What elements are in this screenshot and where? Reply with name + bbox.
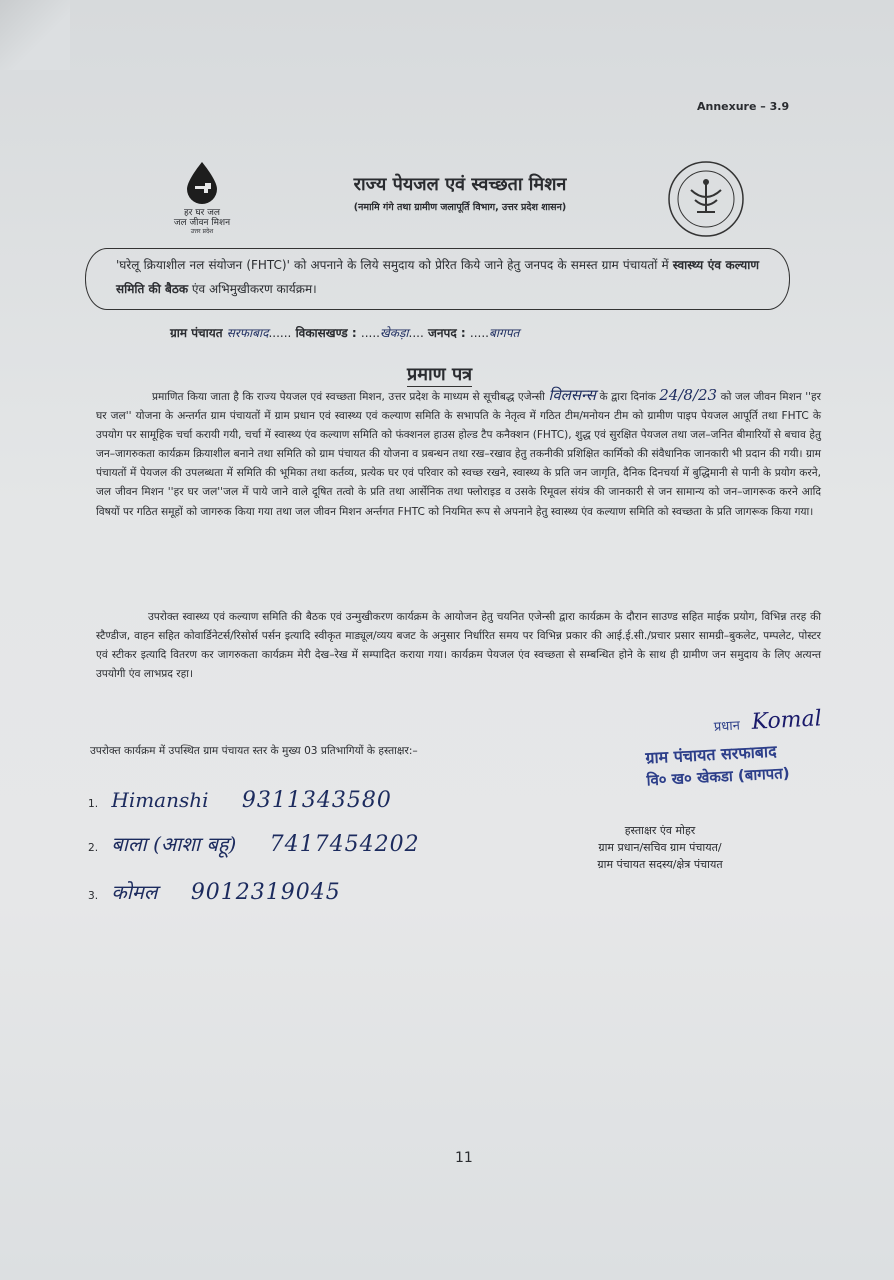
stamp-role: प्रधान (713, 718, 741, 735)
para1-text-a: प्रमाणित किया जाता है कि राज्य पेयजल एवं स्वच्छता मिशन, उत्तर प्रदेश के माध्यम से सूचीबद्ध एजेन्सी (152, 391, 549, 403)
pradhan-stamp (643, 705, 857, 791)
programme-line-a: 'घरेलू क्रियाशील नल संयोजन (FHTC)' को अपनाने के लिये समुदाय को प्रेरित किये जाने हेतु जनपद के समस्त ग्राम पंचायतों में (116, 258, 673, 272)
panchayat-label: ग्राम पंचायत (170, 326, 223, 340)
certificate-paragraph-1 (96, 386, 821, 522)
annexure-label: Annexure – 3.9 (697, 100, 790, 113)
programme-bold: स्वास्थ्य एंव कल्याण समिति की बैठक (116, 258, 760, 296)
pradhan-signature: Komal (751, 706, 823, 735)
agency-handwritten: विलसन्स (548, 386, 596, 404)
district-label: जनपद : (427, 326, 466, 340)
attendee-signature: बाला (आशा बहू) (111, 832, 237, 856)
logo-caption-line2: जल जीवन मिशन (173, 218, 231, 228)
paper-fold-shadow (0, 0, 70, 70)
attendee-signature: कोमल (111, 880, 158, 904)
attendee-row (88, 830, 420, 857)
district-value: बागपत (488, 326, 520, 340)
stamp-line-2: वि० ख० खेकडा (बागपत) (646, 763, 790, 790)
attendee-phone: 9311343580 (241, 788, 392, 813)
logo-caption-line1: हर घर जल (184, 208, 220, 218)
signature-block-line: ग्राम पंचायत सदस्य/क्षेत्र पंचायत (597, 858, 723, 871)
certificate-paragraph-2: उपरोक्त स्वास्थ्य एवं कल्याण समिति की बैठक एवं उन्मुखीकरण कार्यक्रम के आयोजन हेतु चयनित एजेन्सी द्वारा कार्यक्रम के दौरान साउण्ड सहित माईक प्रयोग, विभिन्न तरह की स्टैण्डीज, वाहन सहित कोवार्डिनेटर्स/रिसोर्स पर्सन इत्यादि स्वीकृत माड्यूल/व्यय बजट के अनुसार निर्धारित समय पर विभिन्न प्रकार की आई.ई.सी./प्रचार प्रसार सामग्री–बुकलेट, पम्पलेट, पोस्टर एवं स्टीकर इत्यादि वितरण कर जागरुकता कार्यक्रम मेरी देख–रेख में सम्पादित कराया गया। कार्यक्रम पेयजल एंव स्वच्छता से सम्बन्धित होने के साथ ही ग्रामीण जन समुदाय के लिए अत्यन्त उपयोगी एंव लाभप्रद रहा। (96, 611, 821, 681)
stamp-line-1: ग्राम पंचायत सरफाबाद (644, 741, 778, 768)
attendee-number: 2. (88, 842, 99, 854)
attendee-row (88, 788, 392, 813)
panchayat-value: सरफाबाद (226, 326, 269, 340)
para1-text-c: को जल जीवन मिशन ''हर घर जल'' योजना के अन्तर्गत ग्राम पंचायतों में ग्राम प्रधान एवं स्वास्थ्य एवं कल्याण समिति के सभापति के नेतृत्व में गठित टीम/मनोयन टीम को ग्रामीण पाइप पेयजल आपूर्ति तथा FHTC के उपयोग पर सामूहिक चर्चा करायी गयी, चर्चा में स्वास्थ्य एंव कल्याण समिति को फंक्शनल हाउस होल्ड टैप कनैक्शन (FHTC), शुद्ध एवं सुरक्षित पेयजल तथा जल–जनित बीमारियों से बचाव हेतु जन–जागरुकता कार्यक्रम क्रियाशील बनाने तथा समिति को ग्राम पंचायत की योजना व प्रबन्धन तथा रख–रखाव हेतु तकनीकी प्रशिक्षित कार्मिको की संवैधानिक जानकारी भी प्रदान की गयी। ग्राम पंचायतों में पेयजल की उपलब्धता में समिति की भूमिका तथा कर्तव्य, प्रत्येक घर एवं परिवार को स्वच्छ रखने, स्वास्थ्य के प्रति जन जागृति, दैनिक दिनचर्या में बुद्धिमानी से पानी के प्रयोग करने, जल जीवन मिशन ''हर घर जल''जल में पाये जाने वाले दूषित तत्वो के प्रति तथा आर्सेनिक तथा फ्लोराइड व उसके रिमूवल संयंत्र की जानकारी से जन सामान्य को जन–जागरूक करने आदि विषयों पर गठित समूहों को जागरुक किया गया तथा जल जीवन मिशन अर्न्तगत FHTC को नियमित रूप से अपनाने हेतु स्वास्थ्य एंव कल्याण समिति को स्वच्छता के प्रति जागरूक किया गया। (96, 391, 821, 518)
block-label: विकासखण्ड : (295, 326, 357, 340)
location-line: ग्राम पंचायत सरफाबाद...... विकासखण्ड : .....खेकड़ा.... जनपद : .....बागपत (170, 326, 520, 340)
para1-text-b: के द्वारा दिनांक (595, 391, 660, 403)
water-drop-icon (182, 160, 222, 204)
signature-block (555, 822, 765, 873)
organization-subtitle: (नमामि गंगे तथा ग्रामीण जलापूर्ति विभाग, उत्तर प्रदेश शासन) (353, 202, 567, 213)
programme-line-b: एंव अभिमुखीकरण कार्यक्रम। (188, 282, 317, 296)
attendee-signature: Himanshi (111, 788, 209, 812)
attendee-phone: 9012319045 (190, 880, 341, 905)
attendee-number: 3. (88, 890, 99, 902)
block-value: खेकड़ा (379, 326, 409, 340)
attendee-row (88, 878, 341, 905)
organization-title: राज्य पेयजल एवं स्वच्छता मिशन (353, 174, 567, 195)
attendee-phone: 7417454202 (269, 832, 420, 857)
logo-caption-line3: उत्तर प्रदेश (190, 228, 214, 235)
date-handwritten: 24/8/23 (659, 386, 718, 404)
attendee-number: 1. (88, 798, 99, 810)
programme-title-box (85, 248, 790, 310)
attendees-heading: उपरोक्त कार्यक्रम में उपस्थित ग्राम पंचायत स्तर के मुख्य 03 प्रतिभागियों के हस्ताक्षर:– (90, 745, 418, 757)
up-government-seal-icon (667, 160, 745, 238)
har-ghar-jal-logo (162, 160, 242, 235)
certificate-title: प्रमाण पत्र (407, 364, 473, 385)
signature-block-line: हस्ताक्षर एंव मोहर (624, 824, 696, 837)
page-number: 11 (455, 1150, 473, 1166)
signature-block-line: ग्राम प्रधान/सचिव ग्राम पंचायत/ (598, 841, 722, 854)
